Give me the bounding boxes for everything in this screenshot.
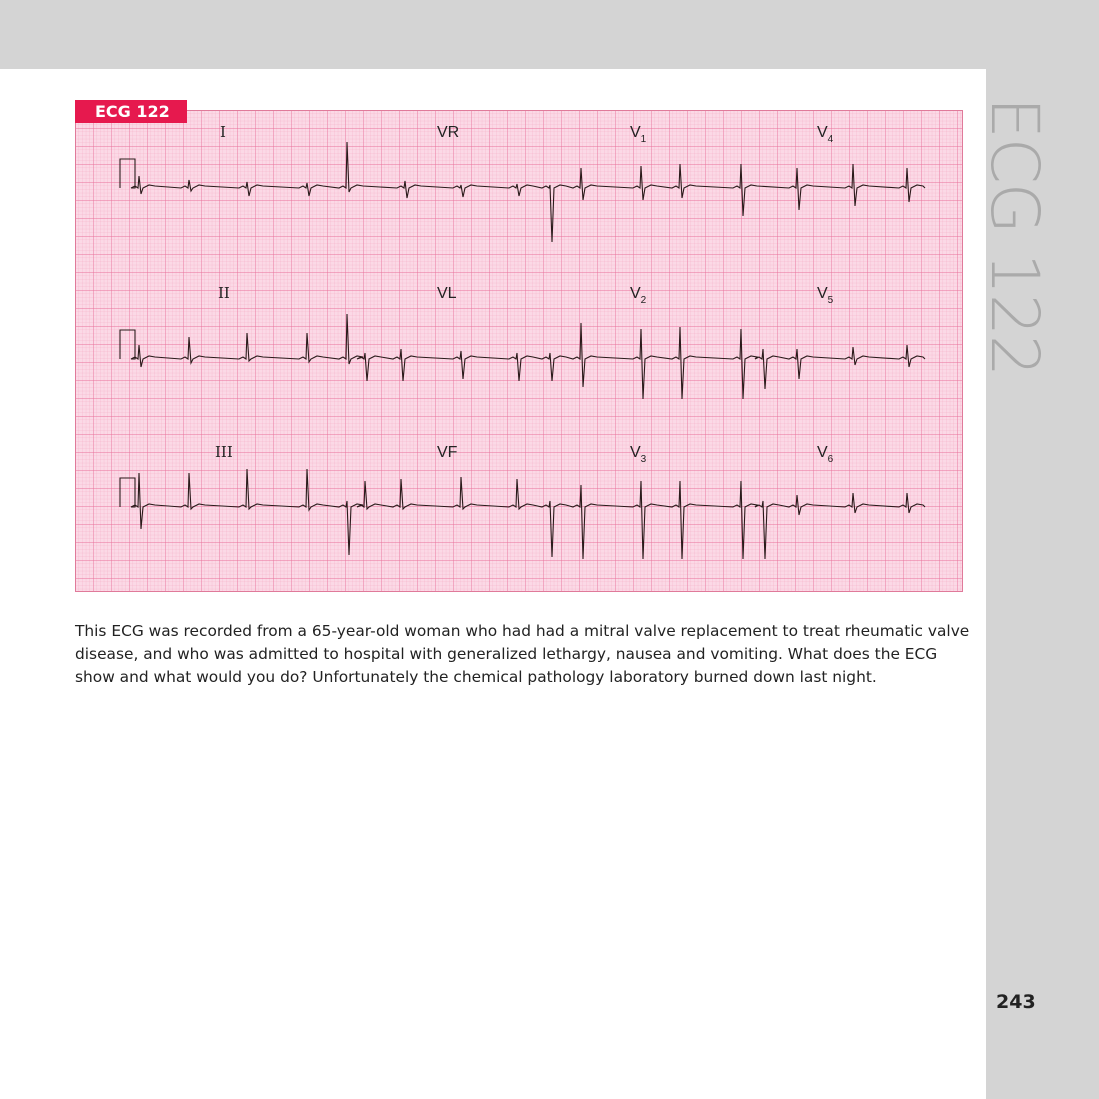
lead-label-V1: $V_1$ [630, 124, 647, 145]
header-band [0, 0, 1099, 69]
chapter-title: ECG 122 [976, 97, 1053, 376]
lead-label-II: II [218, 284, 230, 302]
lead-label-V3: $V_3$ [630, 444, 647, 465]
lead-label-III: III [215, 443, 233, 461]
ecg-strip [75, 110, 963, 592]
page-number: 243 [996, 991, 1036, 1013]
lead-label-I: I [220, 123, 226, 141]
lead-label-VL: VL [437, 285, 457, 302]
lead-label-VR: VR [437, 124, 460, 141]
figure-caption: This ECG was recorded from a 65-year-old woman who had had a mitral valve replacement to treat rheumatic valve disease, and who was admitted to hospital with generalized lethargy, nausea and vomiting. What does the ECG show and what would you do? Unfortunately the chemical pathology laboratory burned down last night. [75, 622, 970, 686]
lead-label-V2: $V_2$ [630, 285, 647, 306]
lead-label-V5: $V_5$ [817, 285, 834, 306]
lead-label-V4: $V_4$ [817, 124, 834, 145]
lead-label-V6: $V_6$ [817, 444, 834, 465]
ecg-grid [75, 110, 963, 592]
lead-label-VF: VF [437, 444, 458, 461]
figure-label: ECG 122 [75, 100, 187, 123]
